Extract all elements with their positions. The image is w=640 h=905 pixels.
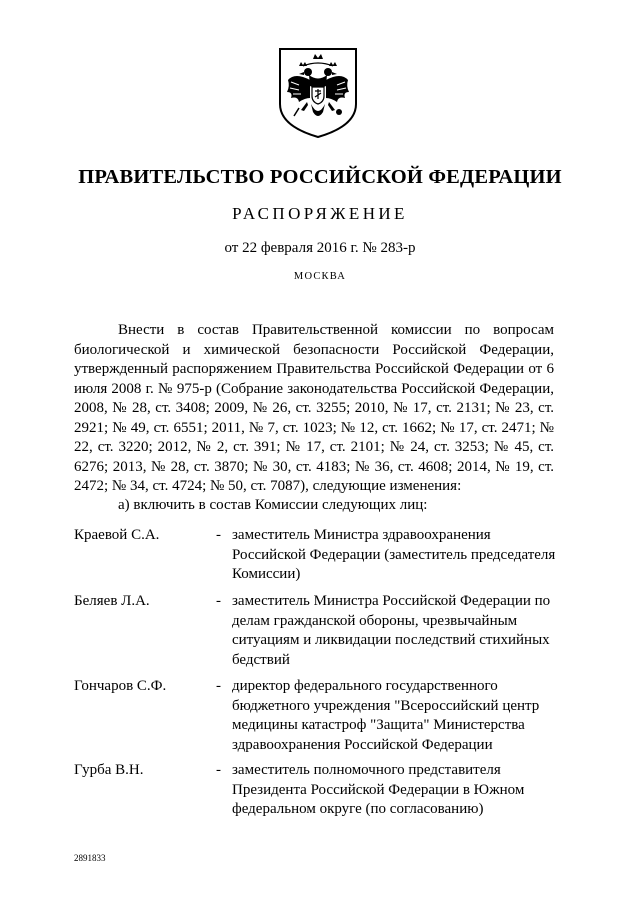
member-name: Гурба В.Н. (74, 762, 144, 778)
member-role: заместитель Министра здравоохранения Российской Федерации (заместитель председателя Комиссии) (232, 527, 556, 582)
member-role: заместитель полномочного представителя Президента Российской Федерации в Южном федеральном округе (по согласованию) (232, 762, 525, 817)
document-type: РАСПОРЯЖЕНИЕ (232, 204, 408, 223)
member-dash: - (216, 527, 221, 543)
document-date: от 22 февраля 2016 г. № 283-р (224, 240, 416, 256)
document-city: МОСКВА (293, 271, 347, 282)
document-code: 2891833 (74, 853, 106, 863)
intro-paragraph: Внести в состав Правительственной комиссии по вопросам биологической и химической безопасности Российской Федерации, утвержденный распоряжением Правительства Российской Федерации от 6 июля 2008 г. № 975-р (Собрание законодательства Российской Федерации, 2008, № 28, ст. 3408; 2009, № 26, ст. 3255; 2010, № 17, ст. 2131; № 23, ст. 2921; № 49, ст. 6551; 2011, № 7, ст. 1023; № 12, ст. 1662; № 17, ст. 2471; № 22, ст. 3220; 2012, № 2, ст. 391; № 17, ст. 2101; № 24, ст. 3253; № 45, ст. 6276; 2013, № 28, ст. 3870; № 30, ст. 4183; № 36, ст. 4608; 2014, № 19, ст. 2472; № 34, ст. 4724; № 50, ст. 7087), следующие изменения: (74, 322, 554, 494)
member-name: Беляев Л.А. (74, 593, 150, 609)
member-name: Краевой С.А. (74, 527, 160, 543)
member-role: заместитель Министра Российской Федерации по делам гражданской обороны, чрезвычайным ситуациям и ликвидации последствий стихийных бедствий (232, 593, 551, 668)
member-role: директор федерального государственного бюджетного учреждения "Всероссийский центр медицины катастроф "Защита" Министерства здравоохранения Российской Федерации (232, 678, 540, 753)
member-dash: - (216, 593, 221, 609)
list-intro: а) включить в состав Комиссии следующих лиц: (118, 497, 428, 513)
member-name: Гончаров С.Ф. (74, 678, 167, 694)
member-dash: - (216, 762, 221, 778)
russian-coat-of-arms-icon (277, 46, 359, 140)
government-title: ПРАВИТЕЛЬСТВО РОССИЙСКОЙ ФЕДЕРАЦИИ (78, 166, 562, 188)
member-dash: - (216, 678, 221, 694)
